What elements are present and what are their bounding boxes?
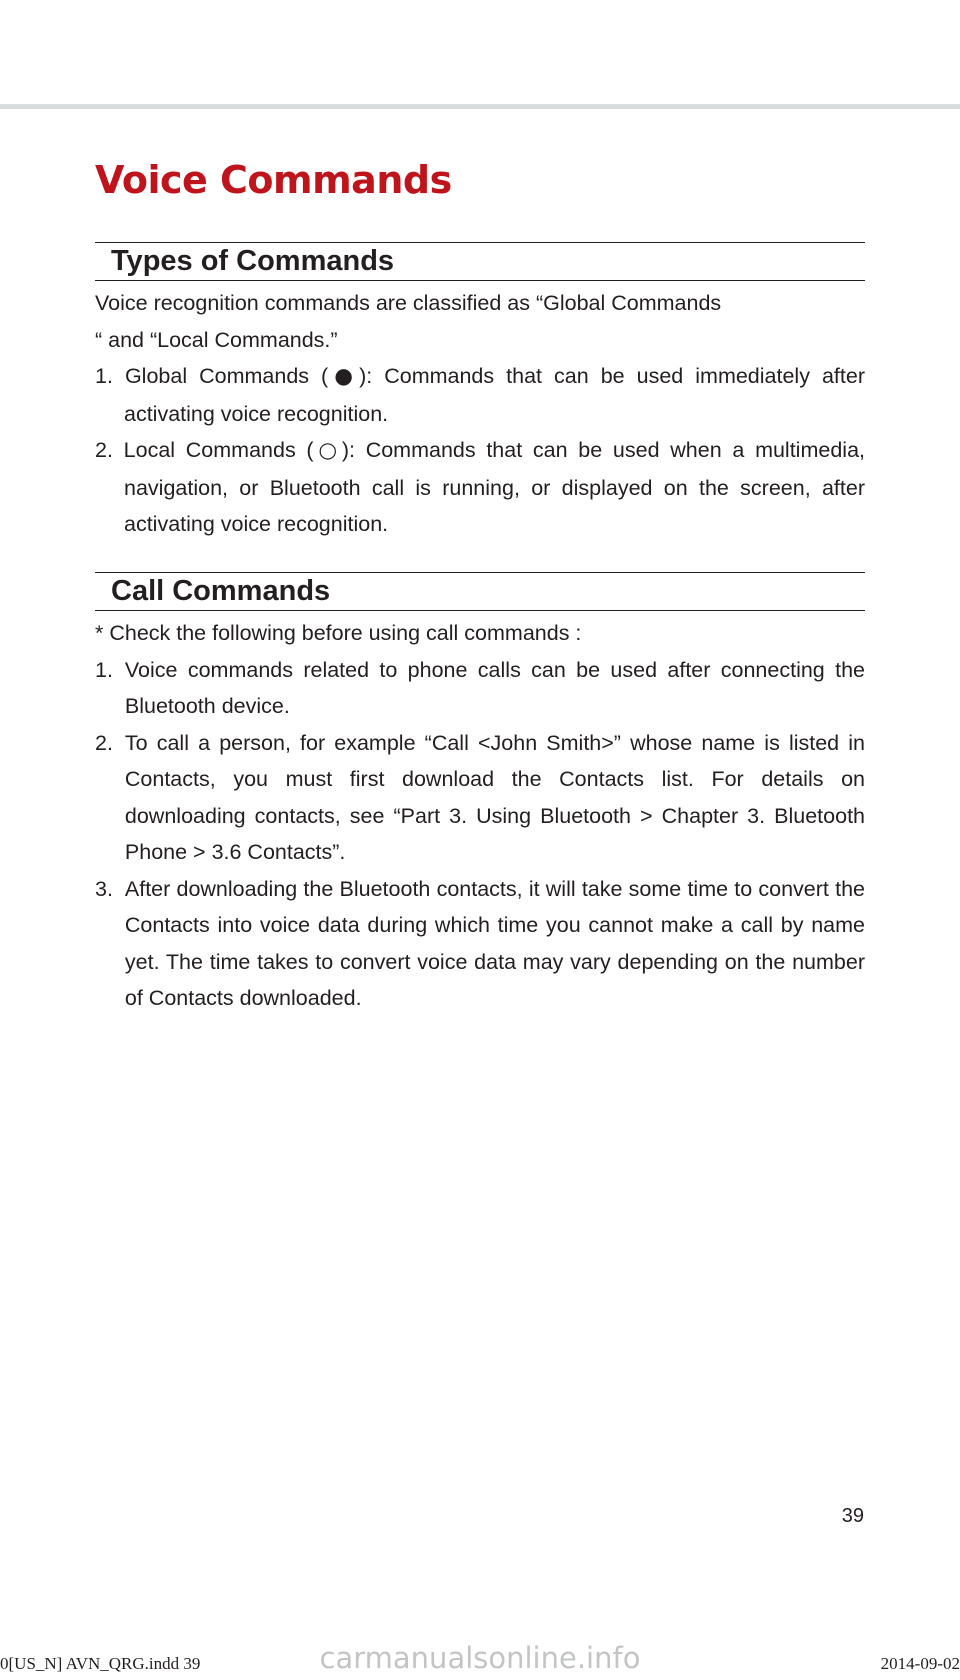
item-number: 2. bbox=[95, 438, 124, 462]
item-text: Voice commands related to phone calls can be used after connecting the Bluetooth device. bbox=[124, 657, 865, 718]
item-text-before: Global Commands ( bbox=[124, 364, 329, 388]
intro-line: “ and “Local Commands.” bbox=[95, 327, 338, 352]
item-number: 1. bbox=[95, 657, 125, 682]
command-type-list bbox=[95, 358, 865, 543]
item-text-after: ): Commands that can be used when a multimedia, navigation, or Bluetooth call is running, or displayed on the screen, after activating voice recognition. bbox=[124, 438, 865, 536]
item-text-after: ): Commands that can be used immediately after activating voice recognition. bbox=[124, 364, 865, 426]
page-title: Voice Commands bbox=[95, 158, 452, 202]
list-item bbox=[95, 725, 865, 871]
list-item-local-commands bbox=[95, 432, 865, 543]
section-types-of-commands bbox=[95, 242, 865, 543]
section-heading: Call Commands bbox=[95, 572, 865, 611]
item-number: 3. bbox=[95, 876, 125, 901]
footer-file-label: 0[US_N] AVN_QRG.indd 39 bbox=[0, 1654, 201, 1673]
item-text: To call a person, for example “Call <John Smith>” whose name is listed in Contacts, you must first download the Contacts list. For details on downloading contacts, see “Part 3. Using Bluetooth > Chapter 3. Bluetooth Phone > 3.6 Contacts”. bbox=[124, 730, 865, 864]
call-note: * Check the following before using call commands : bbox=[95, 621, 582, 645]
intro-line: Voice recognition commands are classified as “Global Commands bbox=[95, 291, 722, 315]
list-item-global-commands bbox=[95, 358, 865, 432]
section-heading: Types of Commands bbox=[95, 242, 865, 281]
list-item bbox=[95, 871, 865, 1017]
hollow-circle-icon: ○ bbox=[313, 438, 342, 463]
call-requirements-list bbox=[95, 652, 865, 1017]
footer-date-label: 2014-09-02 bbox=[880, 1654, 960, 1673]
section-call-commands bbox=[95, 572, 865, 1017]
item-number: 1. bbox=[95, 364, 125, 388]
item-text-before: Local Commands ( bbox=[123, 438, 314, 462]
page-number: 39 bbox=[841, 1505, 864, 1527]
top-rule bbox=[0, 104, 960, 109]
item-number: 2. bbox=[95, 730, 125, 755]
watermark: carmanualsonline.info bbox=[319, 1641, 641, 1675]
list-item bbox=[95, 652, 865, 725]
filled-circle-icon: ● bbox=[328, 364, 360, 389]
intro-text bbox=[95, 285, 865, 358]
item-text: After downloading the Bluetooth contacts, it will take some time to convert the Contacts into voice data during which time you cannot make a call by name yet. The time takes to convert voice data may vary depending on the number of Contacts downloaded. bbox=[124, 876, 865, 1010]
